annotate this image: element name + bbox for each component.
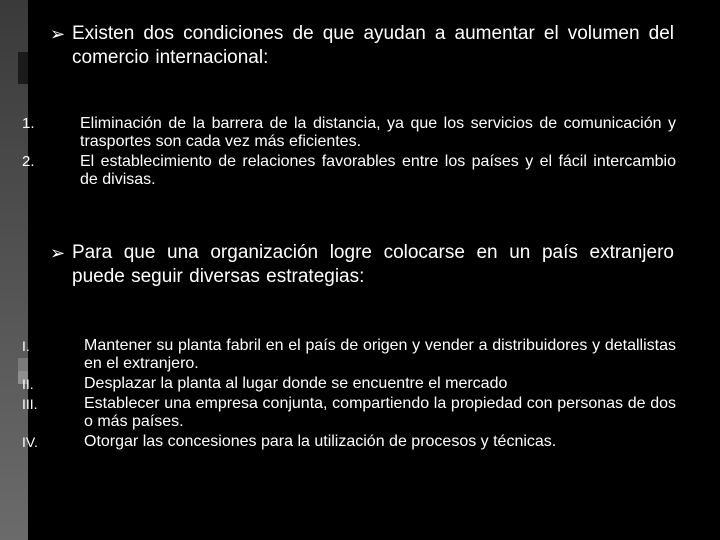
list-number: 1. <box>22 115 35 132</box>
list-number: III. <box>22 396 38 412</box>
list-number: II. <box>22 376 34 392</box>
arrow-bullet-icon: ➢ <box>50 24 66 44</box>
list-number: I. <box>22 338 30 354</box>
list-item <box>22 395 676 431</box>
list-item <box>22 115 676 151</box>
numbered-list <box>22 115 676 191</box>
list-item-text: Otorgar las concesiones para la utilización de procesos y técnicas. <box>84 433 557 450</box>
list-item-text: Mantener su planta fabril en el país de origen y vender a distribuidores y detallistas en el extranjero. <box>84 337 676 372</box>
list-number: IV. <box>22 434 38 450</box>
accent-block-dark <box>18 52 28 84</box>
bullet-1 <box>50 22 674 70</box>
list-item-text: Establecer una empresa conjunta, compartiendo la propiedad con personas de dos o más países. <box>84 395 676 430</box>
list-item <box>22 433 676 451</box>
bullet-text: Existen dos condiciones de que ayudan a aumentar el volumen del comercio internacional: <box>72 23 674 68</box>
bullet-2 <box>50 241 674 289</box>
roman-list <box>22 337 676 453</box>
list-item-text: Eliminación de la barrera de la distancia, ya que los servicios de comunicación y trasportes son cada vez más eficientes. <box>80 115 676 150</box>
list-item-text: El establecimiento de relaciones favorables entre los países y el fácil intercambio de divisas. <box>80 153 676 188</box>
list-item <box>22 375 676 393</box>
list-item-text: Desplazar la planta al lugar donde se encuentre el mercado <box>84 375 508 392</box>
list-number: 2. <box>22 153 35 170</box>
arrow-bullet-icon: ➢ <box>50 243 66 263</box>
bullet-text: Para que una organización logre colocarse en un país extranjero puede seguir diversas estrategias: <box>72 242 674 287</box>
list-item <box>22 337 676 373</box>
list-item <box>22 153 676 189</box>
